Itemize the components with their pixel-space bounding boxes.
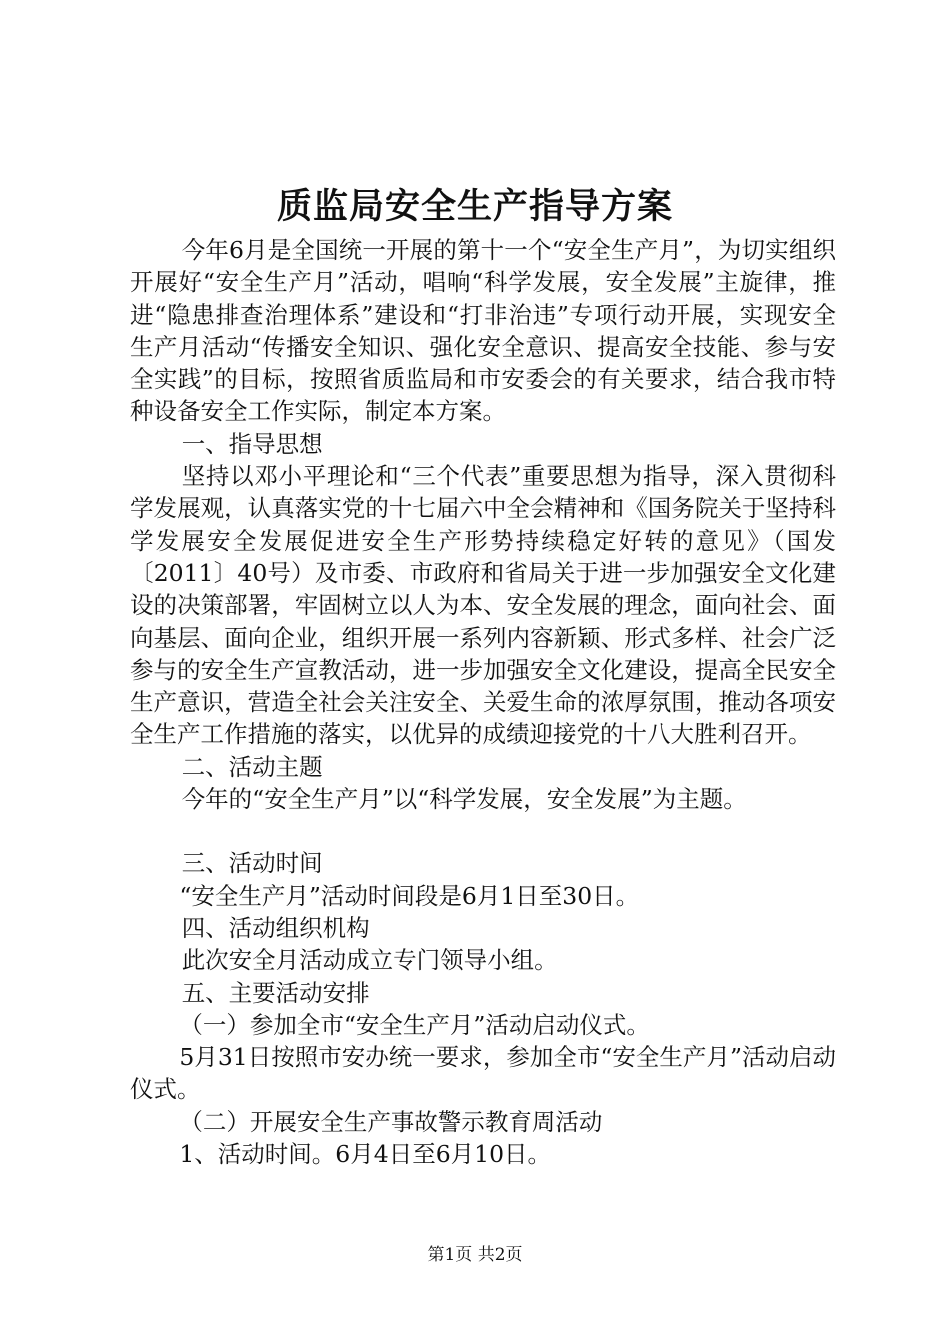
- section-heading-organization: 四、活动组织机构: [181, 913, 370, 942]
- blank-line: [130, 815, 836, 847]
- subsection-heading-warning-week: （二）开展安全生产事故警示教育周活动: [179, 1107, 603, 1136]
- document-body: [130, 234, 836, 1170]
- organization-paragraph: 此次安全月活动成立专门领导小组。: [181, 946, 558, 975]
- warning-week-item-1: 1、活动时间。6月4日至6月10日。: [179, 1140, 552, 1169]
- launch-ceremony-paragraph: 5月31日按照市安办统一要求，参加全市“安全生产月”活动启动仪式。: [130, 1043, 836, 1104]
- page-number-footer: 第1页 共2页: [427, 1245, 523, 1265]
- section-heading-guiding-ideology: 一、指导思想: [181, 429, 323, 458]
- activity-time-paragraph: “安全生产月”活动时间段是6月1日至30日。: [179, 881, 640, 910]
- guiding-ideology-paragraph: 坚持以邓小平理论和“三个代表”重要思想为指导，深入贯彻科学发展观，认真落实党的十七届六中全会精神和《国务院关于坚持科学发展安全发展促进安全生产形势持续稳定好转的意见》（国发〔2011〕40号）及市委、市政府和省局关于进一步加强安全文化建设的决策部署，牢固树立以人为本、安全发展的理念，面向社会、面向基层、面向企业，组织开展一系列内容新颖、形式多样、社会广泛参与的安全生产宣教活动，进一步加强安全文化建设，提高全民安全生产意识，营造全社会关注安全、关爱生命的浓厚氛围，推动各项安全生产工作措施的落实，以优异的成绩迎接党的十八大胜利召开。: [130, 462, 836, 749]
- section-heading-activity-time: 三、活动时间: [181, 849, 323, 878]
- activity-theme-paragraph: 今年的“安全生产月”以“科学发展，安全发展”为主题。: [181, 785, 747, 814]
- section-heading-main-arrangements: 五、主要活动安排: [181, 978, 370, 1007]
- intro-paragraph: 今年6月是全国统一开展的第十一个“安全生产月”，为切实组织开展好“安全生产月”活动，唱响“科学发展，安全发展”主旋律，推进“隐患排查治理体系”建设和“打非治违”专项行动开展，实现安全生产月活动“传播安全知识、强化安全意识、提高安全技能、参与安全实践”的目标，按照省质监局和市安委会的有关要求，结合我市特种设备安全工作实际，制定本方案。: [130, 236, 836, 426]
- document-title: 质监局安全生产指导方案: [276, 186, 673, 227]
- subsection-heading-launch-ceremony: （一）参加全市“安全生产月”活动启动仪式。: [179, 1010, 650, 1039]
- section-heading-activity-theme: 二、活动主题: [181, 752, 323, 781]
